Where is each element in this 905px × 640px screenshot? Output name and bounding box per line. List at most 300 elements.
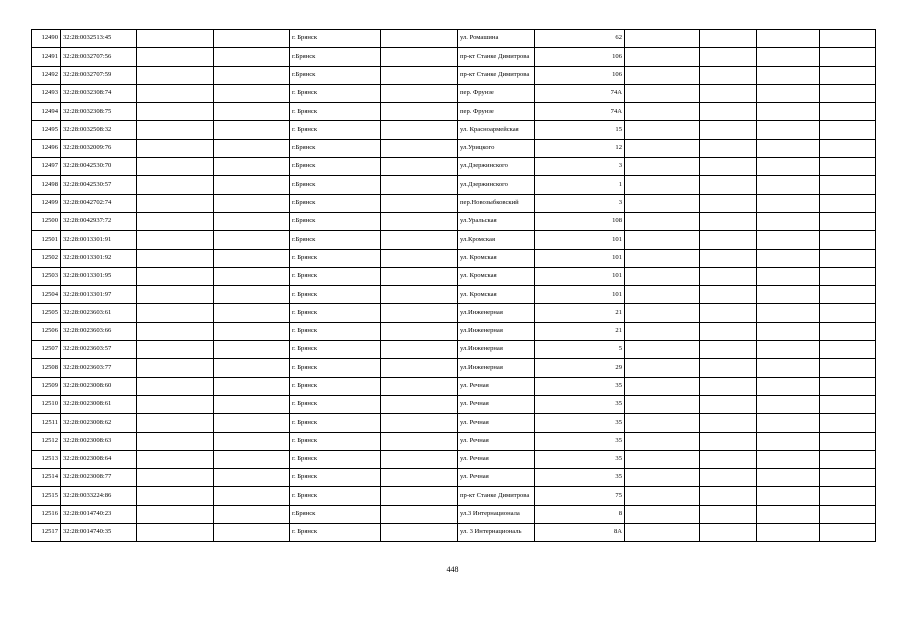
table-row [32,322,876,340]
house-number: 106 [535,48,625,66]
page-number: 448 [446,565,459,574]
table-row [32,139,876,157]
empty-cell [820,103,876,121]
house-number: 35 [535,377,625,395]
street-cell: пер. Фрунзе [458,103,535,121]
empty-cell [625,158,700,176]
empty-cell [700,139,757,157]
empty-cell [381,487,458,505]
city-cell: г. Брянск [290,341,381,359]
empty-cell [381,524,458,542]
empty-cell [700,121,757,139]
empty-cell [625,414,700,432]
empty-cell [700,304,757,322]
empty-cell [137,194,214,212]
cadastral-number: 32:28:0042530:70 [61,158,137,176]
empty-cell [381,322,458,340]
empty-cell [757,524,820,542]
empty-cell [757,158,820,176]
empty-cell [137,121,214,139]
empty-cell [700,341,757,359]
empty-cell [700,267,757,285]
city-cell: г. Брянск [290,84,381,102]
empty-cell [757,359,820,377]
empty-cell [757,450,820,468]
empty-cell [820,231,876,249]
empty-cell [700,487,757,505]
empty-cell [625,267,700,285]
empty-cell [137,249,214,267]
table-row [32,30,876,48]
street-cell: ул. Кромская [458,286,535,304]
cadastral-number: 32:28:0032308:74 [61,84,137,102]
empty-cell [214,66,290,84]
empty-cell [625,322,700,340]
empty-cell [820,139,876,157]
empty-cell [757,84,820,102]
table-row [32,158,876,176]
cadastral-number: 32:28:0032707:56 [61,48,137,66]
empty-cell [137,341,214,359]
empty-cell [381,414,458,432]
empty-cell [757,139,820,157]
street-cell: пр-кт Станке Димитрова [458,66,535,84]
cadastral-number: 32:28:0032508:32 [61,121,137,139]
house-number: 29 [535,359,625,377]
empty-cell [381,176,458,194]
empty-cell [625,121,700,139]
street-cell: ул.Кромская [458,231,535,249]
street-cell: ул.Дзержинского [458,176,535,194]
street-cell: ул. Кромская [458,267,535,285]
city-cell: г.Брянск [290,212,381,230]
empty-cell [214,505,290,523]
house-number: 5 [535,341,625,359]
empty-cell [700,395,757,413]
table-row [32,377,876,395]
registry-table [31,29,876,542]
city-cell: г. Брянск [290,377,381,395]
street-cell: ул. Ромашина [458,30,535,48]
cadastral-number: 32:28:0023603:77 [61,359,137,377]
cadastral-number: 32:28:0023008:63 [61,432,137,450]
row-number: 12511 [32,414,61,432]
empty-cell [381,48,458,66]
empty-cell [625,395,700,413]
table-row [32,286,876,304]
empty-cell [820,487,876,505]
empty-cell [214,84,290,102]
empty-cell [381,267,458,285]
empty-cell [757,66,820,84]
empty-cell [757,212,820,230]
empty-cell [625,194,700,212]
street-cell: ул. Кромская [458,249,535,267]
empty-cell [820,524,876,542]
empty-cell [625,84,700,102]
empty-cell [381,249,458,267]
empty-cell [214,487,290,505]
row-number: 12516 [32,505,61,523]
empty-cell [137,176,214,194]
street-cell: ул. Речная [458,432,535,450]
empty-cell [137,450,214,468]
table-row [32,469,876,487]
empty-cell [381,286,458,304]
empty-cell [700,524,757,542]
empty-cell [625,176,700,194]
empty-cell [214,103,290,121]
empty-cell [757,414,820,432]
empty-cell [757,395,820,413]
empty-cell [700,84,757,102]
house-number: 15 [535,121,625,139]
cadastral-number: 32:28:0014740:35 [61,524,137,542]
empty-cell [625,450,700,468]
city-cell: г.Брянск [290,158,381,176]
empty-cell [700,176,757,194]
street-cell: ул. Речная [458,377,535,395]
city-cell: г.Брянск [290,66,381,84]
empty-cell [700,450,757,468]
cadastral-number: 32:28:0023008:61 [61,395,137,413]
empty-cell [757,487,820,505]
empty-cell [700,432,757,450]
table-row [32,450,876,468]
table-row [32,505,876,523]
empty-cell [757,286,820,304]
empty-cell [700,249,757,267]
street-cell: ул. Речная [458,450,535,468]
house-number: 35 [535,432,625,450]
cadastral-number: 32:28:0042937:72 [61,212,137,230]
cadastral-number: 32:28:0013301:95 [61,267,137,285]
empty-cell [214,121,290,139]
house-number: 21 [535,304,625,322]
empty-cell [820,30,876,48]
street-cell: ул. Красноармейская [458,121,535,139]
empty-cell [625,212,700,230]
cadastral-number: 32:28:0013301:92 [61,249,137,267]
street-cell: ул.Урицкого [458,139,535,157]
empty-cell [757,176,820,194]
empty-cell [757,377,820,395]
city-cell: г.Брянск [290,231,381,249]
empty-cell [820,395,876,413]
row-number: 12491 [32,48,61,66]
empty-cell [757,30,820,48]
empty-cell [214,30,290,48]
street-cell: пер.Новозыбковский [458,194,535,212]
empty-cell [214,524,290,542]
cadastral-number: 32:28:0023603:61 [61,304,137,322]
empty-cell [137,158,214,176]
street-cell: пер. Фрунзе [458,84,535,102]
empty-cell [625,487,700,505]
empty-cell [214,377,290,395]
street-cell: ул.Инженерная [458,322,535,340]
empty-cell [214,212,290,230]
empty-cell [214,48,290,66]
table-row [32,359,876,377]
empty-cell [700,322,757,340]
empty-cell [820,505,876,523]
empty-cell [757,469,820,487]
empty-cell [137,487,214,505]
empty-cell [214,469,290,487]
empty-cell [625,286,700,304]
house-number: 3 [535,158,625,176]
empty-cell [137,84,214,102]
empty-cell [757,121,820,139]
empty-cell [381,231,458,249]
empty-cell [757,322,820,340]
empty-cell [137,30,214,48]
street-cell: ул.Инженерная [458,341,535,359]
empty-cell [820,212,876,230]
cadastral-number: 32:28:0032308:75 [61,103,137,121]
empty-cell [820,341,876,359]
row-number: 12492 [32,66,61,84]
empty-cell [757,505,820,523]
row-number: 12496 [32,139,61,157]
row-number: 12493 [32,84,61,102]
cadastral-number: 32:28:0023603:57 [61,341,137,359]
city-cell: г. Брянск [290,249,381,267]
empty-cell [214,341,290,359]
city-cell: г. Брянск [290,304,381,322]
empty-cell [381,158,458,176]
empty-cell [700,469,757,487]
house-number: 35 [535,469,625,487]
city-cell: г. Брянск [290,450,381,468]
empty-cell [700,103,757,121]
empty-cell [137,286,214,304]
cadastral-number: 32:28:0032009:76 [61,139,137,157]
row-number: 12506 [32,322,61,340]
empty-cell [214,158,290,176]
empty-cell [625,524,700,542]
street-cell: ул.Уральская [458,212,535,230]
street-cell: ул. Речная [458,414,535,432]
empty-cell [625,304,700,322]
empty-cell [381,359,458,377]
house-number: 35 [535,450,625,468]
empty-cell [625,505,700,523]
empty-cell [820,286,876,304]
row-number: 12499 [32,194,61,212]
empty-cell [757,304,820,322]
house-number: 35 [535,414,625,432]
row-number: 12517 [32,524,61,542]
city-cell: г. Брянск [290,432,381,450]
empty-cell [137,322,214,340]
empty-cell [700,377,757,395]
city-cell: г. Брянск [290,121,381,139]
city-cell: г.Брянск [290,139,381,157]
table-row [32,414,876,432]
row-number: 12510 [32,395,61,413]
row-number: 12503 [32,267,61,285]
empty-cell [214,304,290,322]
empty-cell [381,341,458,359]
empty-cell [214,286,290,304]
empty-cell [820,450,876,468]
house-number: 1 [535,176,625,194]
house-number: 3 [535,194,625,212]
row-number: 12512 [32,432,61,450]
empty-cell [820,121,876,139]
table-row [32,103,876,121]
empty-cell [820,469,876,487]
street-cell: ул.Дзержинского [458,158,535,176]
empty-cell [137,139,214,157]
empty-cell [137,212,214,230]
empty-cell [757,48,820,66]
empty-cell [625,231,700,249]
empty-cell [381,304,458,322]
city-cell: г. Брянск [290,30,381,48]
empty-cell [381,139,458,157]
table-row [32,487,876,505]
empty-cell [700,359,757,377]
empty-cell [381,66,458,84]
empty-cell [381,30,458,48]
empty-cell [381,505,458,523]
house-number: 74А [535,103,625,121]
house-number: 74А [535,84,625,102]
house-number: 101 [535,249,625,267]
empty-cell [625,103,700,121]
table-row [32,194,876,212]
empty-cell [381,194,458,212]
empty-cell [700,30,757,48]
table-row [32,66,876,84]
city-cell: г.Брянск [290,176,381,194]
house-number: 101 [535,286,625,304]
cadastral-number: 32:28:0042702:74 [61,194,137,212]
empty-cell [820,432,876,450]
empty-cell [700,286,757,304]
empty-cell [700,48,757,66]
table-row [32,432,876,450]
empty-cell [820,249,876,267]
empty-cell [137,103,214,121]
empty-cell [214,249,290,267]
empty-cell [137,524,214,542]
empty-cell [820,322,876,340]
street-cell: пр-кт Станке Димитрова [458,48,535,66]
table-row [32,231,876,249]
table-row [32,395,876,413]
city-cell: г. Брянск [290,322,381,340]
empty-cell [137,432,214,450]
city-cell: г.Брянск [290,48,381,66]
street-cell: пр-кт Станке Димитрова [458,487,535,505]
city-cell: г.Брянск [290,194,381,212]
table-row [32,176,876,194]
empty-cell [214,359,290,377]
empty-cell [214,395,290,413]
empty-cell [700,414,757,432]
house-number: 101 [535,267,625,285]
row-number: 12490 [32,30,61,48]
empty-cell [381,212,458,230]
empty-cell [381,121,458,139]
table-row [32,524,876,542]
empty-cell [137,304,214,322]
empty-cell [625,432,700,450]
cadastral-number: 32:28:0013301:91 [61,231,137,249]
empty-cell [137,231,214,249]
empty-cell [381,103,458,121]
empty-cell [381,450,458,468]
empty-cell [625,48,700,66]
empty-cell [820,194,876,212]
row-number: 12507 [32,341,61,359]
empty-cell [700,212,757,230]
cadastral-number: 32:28:0023008:60 [61,377,137,395]
table-row [32,48,876,66]
table-row [32,341,876,359]
city-cell: г. Брянск [290,103,381,121]
empty-cell [757,103,820,121]
house-number: 8А [535,524,625,542]
city-cell: г. Брянск [290,359,381,377]
empty-cell [625,139,700,157]
row-number: 12509 [32,377,61,395]
street-cell: ул.Инженерная [458,304,535,322]
cadastral-number: 32:28:0033224:86 [61,487,137,505]
city-cell: г. Брянск [290,267,381,285]
empty-cell [700,231,757,249]
table-row [32,84,876,102]
empty-cell [757,249,820,267]
row-number: 12513 [32,450,61,468]
empty-cell [137,48,214,66]
cadastral-number: 32:28:0023603:66 [61,322,137,340]
empty-cell [214,194,290,212]
row-number: 12498 [32,176,61,194]
house-number: 35 [535,395,625,413]
row-number: 12515 [32,487,61,505]
empty-cell [214,176,290,194]
empty-cell [137,66,214,84]
empty-cell [757,432,820,450]
cadastral-number: 32:28:0013301:97 [61,286,137,304]
empty-cell [214,450,290,468]
row-number: 12494 [32,103,61,121]
empty-cell [214,322,290,340]
table-row [32,249,876,267]
empty-cell [625,66,700,84]
house-number: 106 [535,66,625,84]
empty-cell [757,231,820,249]
city-cell: г. Брянск [290,414,381,432]
house-number: 75 [535,487,625,505]
city-cell: г. Брянск [290,469,381,487]
empty-cell [820,66,876,84]
registry-rows [32,30,876,542]
empty-cell [700,158,757,176]
empty-cell [700,194,757,212]
empty-cell [757,267,820,285]
city-cell: г. Брянск [290,395,381,413]
empty-cell [381,395,458,413]
empty-cell [820,84,876,102]
empty-cell [625,30,700,48]
empty-cell [381,432,458,450]
